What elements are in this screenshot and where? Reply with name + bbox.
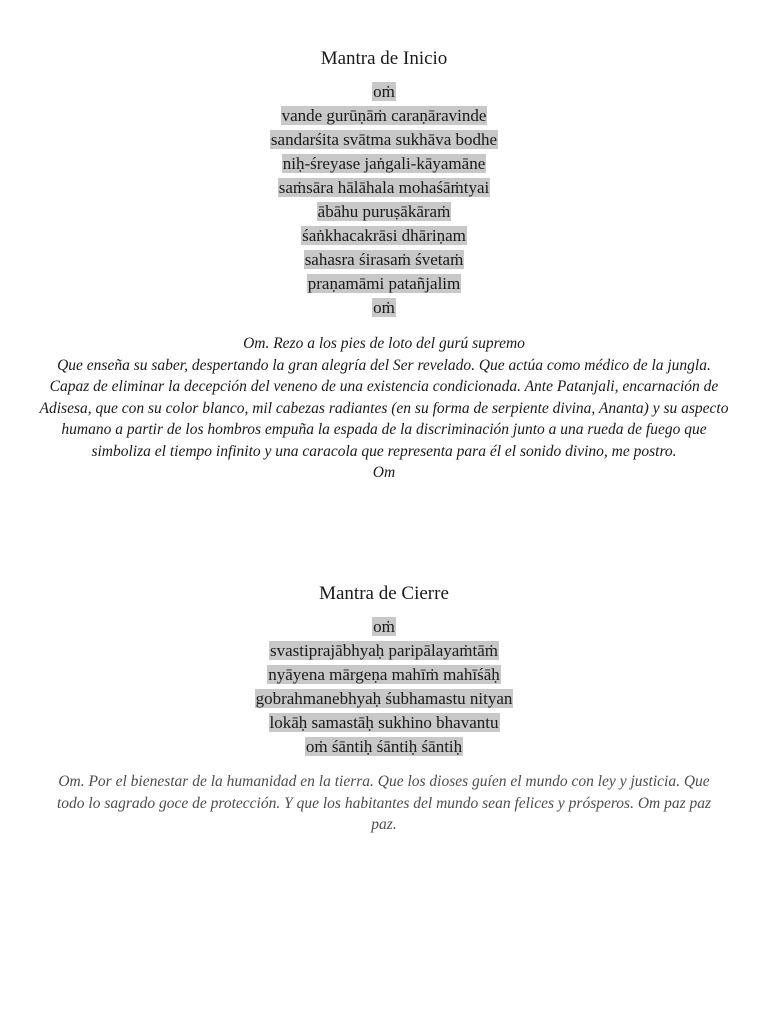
mantra-verse <box>0 615 768 639</box>
verse-text: vande gurūṇāṁ caraṇāravinde <box>281 106 487 125</box>
verse-text: nyāyena mārgeṇa mahīṁ mahīśāḥ <box>268 665 500 684</box>
closing-mantra-section <box>0 581 768 836</box>
mantra-verse <box>0 200 768 224</box>
opening-mantra-section <box>0 46 768 484</box>
translation-body: Que enseña su saber, despertando la gran alegría del Ser revelado. Que actúa como médico de la jungla. Capaz de eliminar la decepción del veneno de una existencia condicionada. Ante Patanjali, encarnación de Adisesa, que con su color blanco, mil cabezas radiantes (en su forma de serpiente divina, Ananta) y su aspecto humano a partir de los hombros empuña la espada de la discriminación junto a una rueda de fuego que simboliza el tiempo infinito y una caracola que representa para él el sonido divino, me postro. <box>39 356 729 460</box>
mantra-verse <box>0 272 768 296</box>
mantra-verse <box>0 152 768 176</box>
mantra-verse <box>0 663 768 687</box>
opening-mantra-title: Mantra de Inicio <box>320 48 448 69</box>
closing-mantra-title: Mantra de Cierre <box>319 583 449 604</box>
verse-text: svastiprajābhyaḥ paripālayaṁtāṁ <box>270 641 498 660</box>
mantra-verse <box>0 248 768 272</box>
mantra-verse <box>0 128 768 152</box>
mantra-verse <box>0 639 768 663</box>
verse-text: oṁ <box>373 82 395 101</box>
verse-text: gobrahmanebhyaḥ śubhamastu nityan <box>255 689 513 708</box>
verse-text: niḥ-śreyase jaṅgali-kāyamāne <box>282 154 486 173</box>
opening-mantra-verses <box>0 80 768 320</box>
verse-text: oṁ <box>373 298 395 317</box>
verse-text: saṁsāra hālāhala mohaśāṁtyai <box>278 178 490 197</box>
verse-text: oṁ śāntiḥ śāntiḥ śāntiḥ <box>305 737 463 756</box>
closing-mantra-verses <box>0 615 768 759</box>
mantra-verse <box>0 735 768 759</box>
verse-text: oṁ <box>373 617 395 636</box>
translation-closing-om: Om <box>372 464 396 481</box>
mantra-verse <box>0 176 768 200</box>
verse-text: śaṅkhacakrāsi dhāriṇam <box>302 226 466 245</box>
verse-text: ābāhu puruṣākāraṁ <box>317 202 451 221</box>
mantra-verse <box>0 711 768 735</box>
closing-translation <box>49 771 719 836</box>
mantra-verse <box>0 224 768 248</box>
verse-text: sahasra śirasaṁ śvetaṁ <box>304 250 464 269</box>
translation-body: Om. Por el bienestar de la humanidad en la tierra. Que los dioses guíen el mundo con ley y justicia. Que todo lo sagrado goce de protección. Y que los habitantes del mundo sean felices y prósperos. Om paz paz paz. <box>56 773 712 833</box>
verse-text: lokāḥ samastāḥ sukhino bhavantu <box>269 713 499 732</box>
mantra-verse <box>0 687 768 711</box>
mantra-verse <box>0 104 768 128</box>
verse-text: sandarśita svātma sukhāva bodhe <box>270 130 498 149</box>
mantra-verse <box>0 296 768 320</box>
mantra-verse <box>0 80 768 104</box>
opening-translation <box>39 333 729 484</box>
translation-first-line: Om. Rezo a los pies de loto del gurú supremo <box>243 335 525 352</box>
verse-text: praṇamāmi patañjalim <box>307 274 461 293</box>
